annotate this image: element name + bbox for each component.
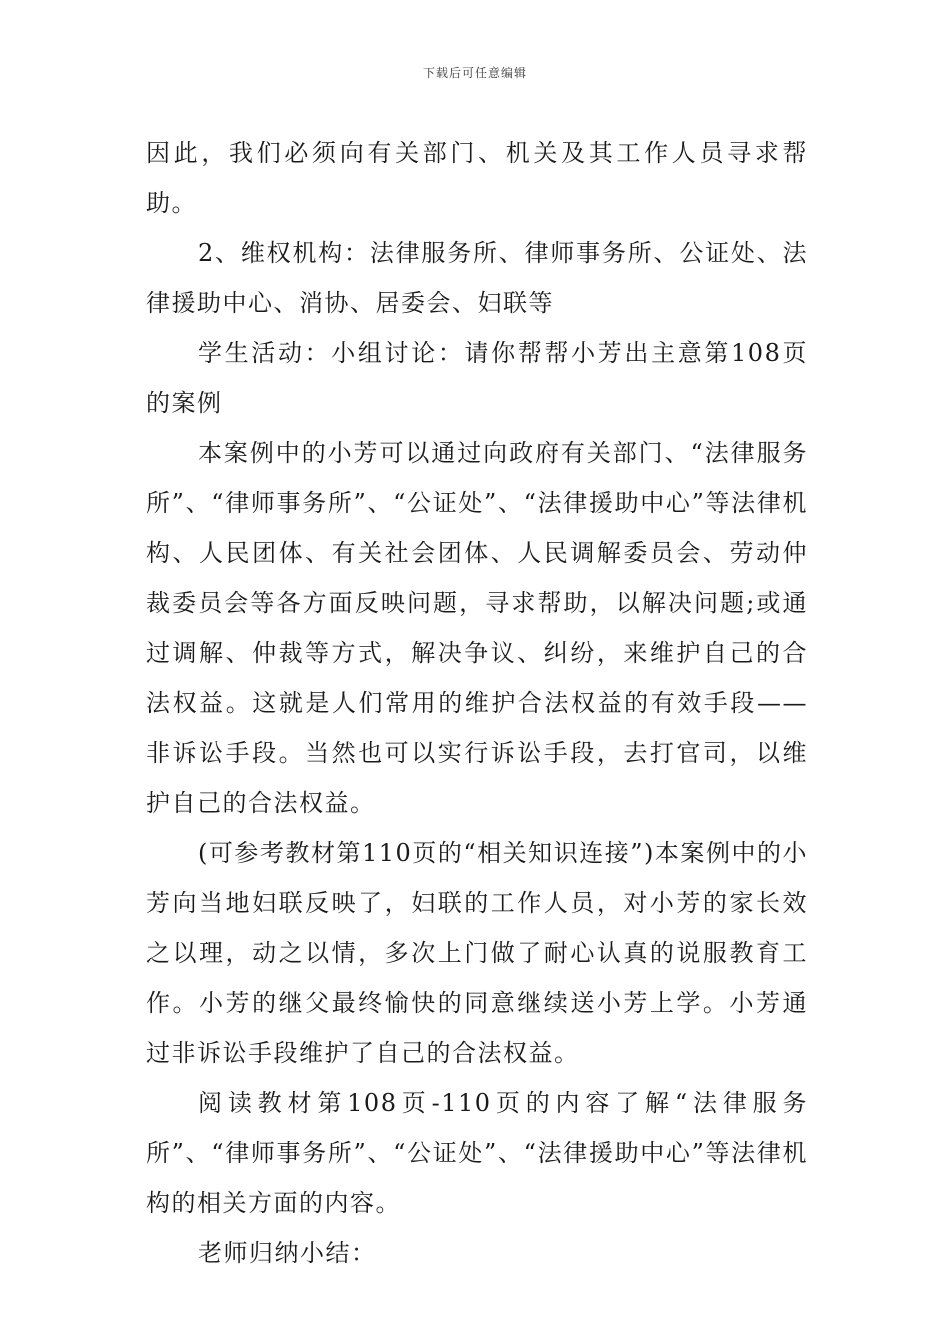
paragraph-reading-task: 阅读教材第108页-110页的内容了解“法律服务所”、“律师事务所”、“公证处”、“法律援助中心”等法律机构的相关方面的内容。 <box>146 1089 808 1217</box>
paragraph-case-analysis: 本案例中的小芳可以通过向政府有关部门、“法律服务所”、“律师事务所”、“公证处”、“法律援助中心”等法律机构、人民团体、有关社会团体、人民调解委员会、劳动仲裁委员会等各方面反映问题，寻求帮助，以解决问题;或通过调解、仲裁等方式，解决争议、纠纷，来维护自己的合法权益。这就是人们常用的维护合法权益的有效手段——非诉讼手段。当然也可以实行诉讼手段，去打官司，以维护自己的合法权益。 <box>146 439 808 817</box>
paragraph-continuation: 因此，我们必须向有关部门、机关及其工作人员寻求帮助。 <box>146 139 808 217</box>
paragraph-student-activity: 学生活动：小组讨论：请你帮帮小芳出主意第108页的案例 <box>146 339 808 417</box>
document-body <box>146 128 808 1278</box>
page-header: 下载后可任意编辑 <box>422 66 527 80</box>
paragraph-rights-institutions: 2、维权机构：法律服务所、律师事务所、公证处、法律援助中心、消协、居委会、妇联等 <box>146 239 808 317</box>
paragraph-case-reference: (可参考教材第110页的“相关知识连接”)本案例中的小芳向当地妇联反映了，妇联的工作人员，对小芳的家长效之以理，动之以情，多次上门做了耐心认真的说服教育工作。小芳的继父最终愉快的同意继续送小芳上学。小芳通过非诉讼手段维护了自己的合法权益。 <box>146 839 808 1067</box>
paragraph-teacher-summary: 老师归纳小结： <box>198 1239 377 1267</box>
